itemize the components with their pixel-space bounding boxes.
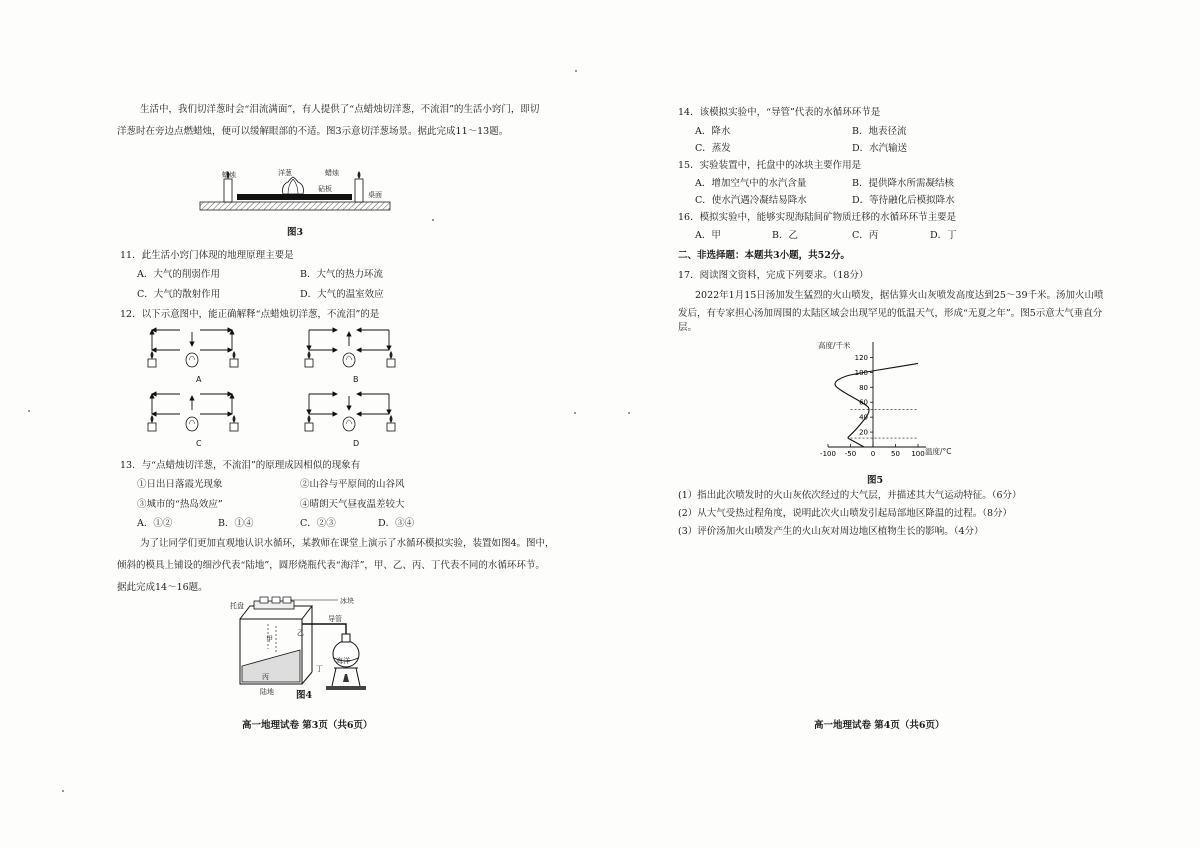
temperature-curve <box>835 363 918 447</box>
scan-speck <box>28 410 30 412</box>
q17-material-line: 2022年1月15日汤加发生猛烈的火山喷发，据估算火山灰喷发高度达到25～39千米。汤加火山喷 <box>695 290 1104 301</box>
q15-option-b: B．提供降水所需凝结核 <box>852 178 954 189</box>
q15-option-d: D．等待融化后模拟降水 <box>852 195 955 206</box>
chart-ylabel: 高度/千米 <box>818 341 851 350</box>
q12-label-b: B <box>353 375 359 384</box>
q13-option-c: C．②③ <box>300 518 336 529</box>
y-tick-label: 80 <box>859 383 868 392</box>
x-tick-label: -100 <box>820 450 836 458</box>
q12-stem: 12．以下示意图中，能正确解释“点蜡烛切洋葱，不流泪”的是 <box>120 309 380 320</box>
section-heading: 二、非选择题：本题共3小题，共52分。 <box>678 250 850 261</box>
q12-option-diagrams <box>140 320 420 445</box>
q16-option-c: C．丙 <box>852 230 879 241</box>
scan-speck <box>432 219 434 221</box>
onion-icon <box>343 417 355 431</box>
label-yi: 乙 <box>297 629 304 637</box>
candle-flame-icon <box>308 351 311 359</box>
x-tick-label: 100 <box>911 450 925 458</box>
q11-option-b: B．大气的热力环流 <box>300 269 383 280</box>
label-candle-right: 蜡烛 <box>325 169 339 177</box>
x-tick-label: 0 <box>870 450 876 458</box>
scan-speck <box>575 70 577 72</box>
q13-item-1: ①日出日落霞光现象 <box>137 479 223 490</box>
label-table: 桌面 <box>368 191 382 199</box>
exam-page-4 <box>600 0 1200 848</box>
candle-flame-icon <box>151 415 154 423</box>
q14-option-b: B．地表径流 <box>852 126 907 137</box>
intro-text-line: 洋葱时在旁边点燃蜡烛，便可以缓解眼部的不适。图3示意切洋葱场景。据此完成11～13题。 <box>117 126 509 137</box>
candle-icon <box>305 423 313 431</box>
intro-text-line: 据此完成14～16题。 <box>117 582 208 593</box>
candle-icon <box>230 359 238 367</box>
q13-option-d: D．③④ <box>378 518 415 529</box>
q11-option-d: D．大气的温室效应 <box>300 289 384 300</box>
candle-icon <box>305 359 313 367</box>
label-jia: 甲 <box>266 635 273 643</box>
candle-flame-icon <box>233 351 236 359</box>
q15-option-c: C．使水汽遇冷凝结易降水 <box>695 195 807 206</box>
q13-stem: 13．与“点蜡烛切洋葱，不流泪”的原理成因相似的现象有 <box>120 460 361 471</box>
candle-icon <box>387 423 395 431</box>
q17-material-line: 层。 <box>678 322 698 333</box>
chart-xlabel: 温度/°C <box>925 447 952 456</box>
figure-3-caption: 图3 <box>287 227 304 238</box>
intro-text-line: 倾斜的模具上铺设的细沙代表“陆地”，圆形烧瓶代表“海洋”，甲、乙、丙、丁代表不同的水循环环节。 <box>117 560 545 571</box>
q12-label-a: A <box>196 375 202 384</box>
q17-material-line: 发后，有专家担心汤加周围的太陆区域会出现罕见的低温天气，形成“无夏之年”。图5示意大气垂直分 <box>678 308 1103 319</box>
q15-option-a: A．增加空气中的水汽含量 <box>695 178 807 189</box>
y-tick-label: 40 <box>859 413 868 422</box>
x-tick-label: -50 <box>844 450 857 458</box>
q16-option-b: B．乙 <box>772 230 798 241</box>
scan-speck <box>628 412 630 414</box>
q12-panel-c <box>148 394 238 431</box>
q14-option-c: C．蒸发 <box>695 143 731 154</box>
q12-label-d: D <box>353 439 360 448</box>
candle-flame-icon <box>390 351 393 359</box>
candle-icon <box>387 359 395 367</box>
y-tick-label: 60 <box>859 398 868 407</box>
q13-item-4: ④晴朗天气昼夜温差较大 <box>300 499 405 510</box>
y-tick-label: 20 <box>859 428 868 437</box>
label-bing: 丙 <box>262 673 269 681</box>
figure-5-caption: 图5 <box>867 475 884 486</box>
q13-item-2: ②山谷与平原间的山谷风 <box>300 479 405 490</box>
q12-panel-d <box>305 394 395 431</box>
label-ocean: 海洋 <box>336 657 350 665</box>
label-candle-left: 蜡烛 <box>222 171 236 179</box>
y-tick-label: 120 <box>854 353 868 362</box>
q16-option-a: A．甲 <box>695 230 721 241</box>
label-ding: 丁 <box>316 665 323 673</box>
q14-stem: 14．该模拟实验中，“导管”代表的水循环环节是 <box>678 107 881 118</box>
q12-label-c: C <box>196 439 202 448</box>
candle-flame-icon <box>233 415 236 423</box>
label-onion: 洋葱 <box>278 169 292 177</box>
q13-item-3: ③城市的“热岛效应” <box>137 499 223 510</box>
figure-4-caption: 图4 <box>296 690 313 701</box>
q17-sub-question-2: (2）从大气受热过程角度，说明此次火山喷发引起局部地区降温的过程。（8分） <box>678 508 1013 519</box>
candle-flame-icon <box>151 351 154 359</box>
figure-5-chart <box>790 335 950 463</box>
page-footer: 高一地理试卷 第4页（共6页） <box>814 720 945 731</box>
q14-option-d: D．水汽输送 <box>852 143 908 154</box>
onion-icon <box>186 417 198 431</box>
y-tick-label: 100 <box>854 368 868 377</box>
q15-stem: 15．实验装置中，托盘中的冰块主要作用是 <box>678 160 862 171</box>
candle-icon <box>230 423 238 431</box>
intro-text-line: 生活中，我们切洋葱时会“泪流满面”，有人提供了“点蜡烛切洋葱，不流泪”的生活小窍门，即切 <box>140 104 540 115</box>
q14-option-a: A．降水 <box>695 126 731 137</box>
q13-option-b: B．①④ <box>218 518 254 529</box>
figure-4-diagram <box>228 594 378 696</box>
q17-sub-question-3: (3）评价汤加火山喷发产生的火山灰对周边地区植物生长的影响。（4分） <box>678 526 984 537</box>
label-tray: 托盘 <box>230 602 244 610</box>
q16-stem: 16．模拟实验中，能够实现海陆间矿物质迁移的水循环环节主要是 <box>678 212 957 223</box>
onion-icon <box>186 353 198 367</box>
label-land: 陆地 <box>260 688 274 696</box>
q11-option-c: C．大气的散射作用 <box>137 289 221 300</box>
q12-panel-b <box>305 330 395 367</box>
candle-icon <box>148 423 156 431</box>
x-tick-label: 50 <box>891 450 900 458</box>
q13-option-a: A．①② <box>137 518 173 529</box>
q11-option-a: A．大气的削弱作用 <box>137 269 220 280</box>
scan-speck <box>62 790 64 792</box>
candle-icon <box>148 359 156 367</box>
label-ice: 冰块 <box>340 597 354 605</box>
intro-text-line: 为了让同学们更加直观地认识水循环，某教师在课堂上演示了水循环模拟实验，装置如图4。图中， <box>140 538 555 549</box>
candle-flame-icon <box>390 415 393 423</box>
page-footer: 高一地理试卷 第3页（共6页） <box>242 720 373 731</box>
onion-icon <box>343 353 355 367</box>
q17-sub-question-1: (1）指出此次喷发时的火山灰依次经过的大气层，并描述其大气运动特征。（6分） <box>678 490 1022 501</box>
q16-option-d: D．丁 <box>930 230 957 241</box>
q11-stem: 11．此生活小窍门体现的地理原理主要是 <box>120 250 294 261</box>
scan-speck <box>574 412 576 414</box>
label-board: 砧板 <box>318 185 332 193</box>
label-tube: 导管 <box>328 615 342 623</box>
candle-flame-icon <box>308 415 311 423</box>
q12-panel-a <box>148 330 238 367</box>
q17-stem: 17．阅读图文资料，完成下列要求。（18分） <box>678 270 869 281</box>
